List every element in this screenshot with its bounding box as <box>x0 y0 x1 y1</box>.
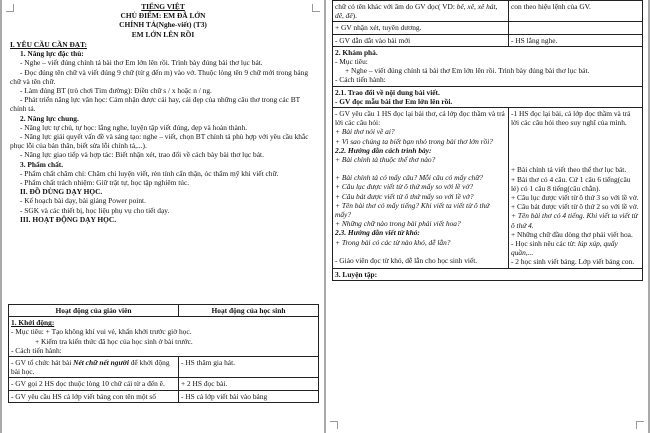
paragraph: - Giáo viên đọc từ khó, dễ lẫn cho học sinh viết. <box>335 255 478 265</box>
activity-heading: 2. Khám phá. <box>335 47 378 57</box>
paragraph: - Năng lực tự chủ, tự học: lắng nghe, luyện tập viết đúng, đẹp và hoàn thành. <box>20 122 248 132</box>
section-heading: III. HOẠT ĐỘNG DẠY HỌC. <box>20 214 117 224</box>
example-words: bê, xê, xê hát, dê, đê <box>335 2 498 21</box>
activity-heading: 2.1. Trao đổi về nội dung bài viết. <box>335 87 440 97</box>
answer: + Những chữ đầu dòng thơ phải viết hoa. <box>511 229 633 239</box>
paragraph: - Đọc đúng tên chữ và viết đúng 9 chữ (từ g đến m) vào vở. Thuộc lòng tên 9 chữ mới trong bảng chữ và tên chữ. <box>10 67 309 86</box>
paragraph: + Kiểm tra kiến thức đã học của học sinh ở bài trước. <box>35 336 193 346</box>
theme-title: CHỦ ĐIỂM: EM ĐÃ LỚN <box>120 11 206 21</box>
table-row <box>333 34 643 46</box>
table-cell: - HS thâm gia hát. <box>179 357 319 378</box>
paragraph: - Phẩm chất trách nhiệm: Giữ trật tự, học tập nghiêm túc. <box>20 178 190 188</box>
table-cell <box>9 317 319 357</box>
spacer <box>511 127 640 165</box>
question: + Bài chính tả có mấy câu? Mỗi câu có mấy chữ? <box>335 173 483 183</box>
question: + Câu bát được viết từ ô thứ mấy so với lề vở? <box>335 191 474 201</box>
table-cell <box>509 22 643 34</box>
table-row <box>333 268 643 280</box>
answer: + Câu bát được viết từ ô thứ 2 so với lề vở. <box>511 202 639 212</box>
section-heading: I. YÊU CẦU CẦN ĐẠT: <box>10 40 87 49</box>
answer: - 2 học sinh viết bảng. Lớp viết bảng con. <box>511 257 635 267</box>
table-cell <box>9 357 179 378</box>
paragraph: - Nghe – viết đúng chính tả bài thơ Em lớn lên rồi. Trình bày đúng bài thơ lục bát. <box>20 58 263 68</box>
paragraph: - GV đọc mẫu bài thơ Em lớn lên rồi. <box>335 96 453 106</box>
cell-text: - GV tổ chức hát bài <box>11 358 74 368</box>
answer: + Bài chính tả viết theo thể thơ lục bát. <box>511 165 627 175</box>
lesson-header <box>10 2 316 39</box>
paragraph: - Kế hoạch bài dạy, bài giảng Power point. <box>20 196 146 206</box>
table-row <box>333 86 643 107</box>
question: + Tên bài thơ có mấy tiếng? Khi viết ta viết từ ô thứ mấy? <box>335 200 490 220</box>
table-cell <box>333 268 643 280</box>
paragraph: - GV yêu cầu 1 HS đọc lại bài thơ, cả lớp đọc thầm và trả lời các câu hỏi: <box>335 109 505 128</box>
question: + Những chữ nào trong bài phải viết hoa? <box>335 219 461 229</box>
activity-table-left <box>8 304 318 403</box>
table-cell <box>333 108 509 269</box>
cell-text: để khởi động bài học. <box>11 358 170 377</box>
paragraph: - Phẩm chất chăm chỉ: Chăm chỉ luyện viết, rèn tính cẩn thận, óc thẩm mỹ khi viết chữ. <box>20 168 279 178</box>
paragraph: - SGK và các thiết bị, học liệu phụ vụ cho tiết dạy. <box>20 205 170 215</box>
subject-title: TIẾNG VIỆT <box>141 2 185 11</box>
activity-heading: 2.2. Hướng dẫn cách trình bày: <box>335 145 432 155</box>
paragraph: - Phát triển năng lực văn học: Cảm nhận được cái hay, cái đẹp của những câu thơ trong các BT chính tả. <box>10 95 301 114</box>
activity-heading: 2.3. Hướng dẫn viết từ khó: <box>335 228 420 238</box>
cell-text: chữ có tên khác với âm do GV đọc( VD: <box>335 2 457 11</box>
paragraph: - Năng lực giao tiếp và hợp tác: Biết nhận xét, trao đổi về cách bày bài thơ lục bát. <box>20 150 264 160</box>
table-row <box>333 108 643 269</box>
paragraph: - Năng lực giải quyết vấn đề và sáng tạo: nghe – viết, chọn BT chính tả phù hợp với yêu cầu khắc phục lỗi của bản thân, biết sửa lỗi chính tả,...). <box>10 132 309 151</box>
table-row <box>9 317 319 357</box>
question: + Bài thơ nói về ai? <box>335 127 395 137</box>
answer <box>511 239 640 257</box>
table-row <box>9 390 319 402</box>
subsection-heading: 3. Phẩm chất. <box>20 159 64 169</box>
question: + Câu lục được viết từ ô thứ mấy so với lề vở? <box>335 182 474 192</box>
subsection-heading: 1. Năng lực đặc thù: <box>20 49 84 59</box>
table-cell: - GV dẫn dắt vào bài mới <box>333 34 509 46</box>
activity-heading: 1. Khởi động: <box>11 318 55 328</box>
activity-table-right <box>332 0 642 281</box>
subsection-heading: 2. Năng lực chung. <box>20 113 79 123</box>
paragraph: - Làm đúng BT (trò chơi Tìm đường): Điền chữ s / x hoặc n / ng. <box>20 86 212 96</box>
table-cell: - GV yêu cầu HS cả lớp viết bảng con tên một số <box>9 390 179 402</box>
paragraph: - Mục tiêu: + Tạo không khí vui vẻ, khấn khởi trước giờ học. <box>11 327 192 337</box>
column-header-teacher: Hoạt động của giáo viên <box>9 305 179 317</box>
document-page-left <box>2 0 324 433</box>
page-corner-mark <box>636 421 644 429</box>
table-cell: + 2 HS đọc bài. <box>179 378 319 390</box>
table-row <box>9 378 319 390</box>
table-cell: con theo hiệu lệnh của GV. <box>509 1 643 22</box>
example-words: lúp xúp, quấy quần,... <box>511 239 618 258</box>
paragraph: + Nghe – viết đúng chính tả bài thơ Em lớn lên rồi. Trình bày đúng bài thơ lục bát. <box>345 66 590 76</box>
question: + Bài chính tả thuộc thể thơ nào? <box>335 155 436 165</box>
song-name: Nét chữ nết người <box>73 358 129 368</box>
table-header-row <box>9 305 319 317</box>
lesson-name: EM LỚN LÊN RỒI <box>131 29 195 39</box>
paragraph: - Mục tiêu: <box>335 57 368 67</box>
question: + Vì sao chúng ta biết bạn nhỏ trong bài thơ lớn rồi? <box>335 136 493 146</box>
answer-text: - Học sinh nêu các từ: <box>511 239 578 249</box>
table-cell <box>509 108 643 269</box>
question: + Trong bài có các từ nào khó, dễ lẫn? <box>335 237 451 247</box>
answer: + Bài thơ có 4 câu. Cứ 1 câu 6 tiếng(câu lẻ) có 1 câu 8 tiếng(câu chẵn). <box>511 174 631 193</box>
lesson-objectives <box>10 40 316 224</box>
cell-text: ). <box>352 11 357 21</box>
answer: + Tên bài thơ có 4 tiếng. Khi viết ta viết từ ô thứ 4. <box>511 211 638 230</box>
table-cell: - HS cả lớp viết bài vào bảng <box>179 390 319 402</box>
column-header-student: Hoạt động của học sinh <box>179 305 319 317</box>
activity-heading: 3. Luyện tập: <box>335 269 378 279</box>
table-row <box>333 46 643 86</box>
paragraph: - Cách tiến hành: <box>335 75 386 85</box>
paragraph: - Cách tiến hành: <box>11 345 62 355</box>
table-row <box>333 22 643 34</box>
table-cell: - HS lắng nghe. <box>509 34 643 46</box>
document-page-right <box>326 0 648 433</box>
table-row <box>9 357 319 378</box>
answer: + Câu lục được viết từ ô thứ 3 so với lề vở. <box>511 193 639 203</box>
lesson-title: CHÍNH TẢ(Nghe-viết) (T3) <box>119 20 207 30</box>
table-cell: - GV gọi 2 HS đọc thuộc lòng 10 chữ cái từ a đến ê. <box>9 378 179 390</box>
table-cell <box>333 46 643 86</box>
paragraph: -1 HS đọc lại bài, cả lớp đọc thầm và trả lời các câu hỏi theo suy nghĩ của mình. <box>511 109 631 128</box>
page-corner-mark <box>330 421 338 429</box>
section-heading: II. ĐỒ DÙNG DẠY HỌC. <box>20 187 103 197</box>
table-cell <box>333 86 643 107</box>
table-cell <box>333 1 509 22</box>
table-row <box>333 1 643 22</box>
table-cell: + GV nhận xét, tuyên dương. <box>333 22 509 34</box>
